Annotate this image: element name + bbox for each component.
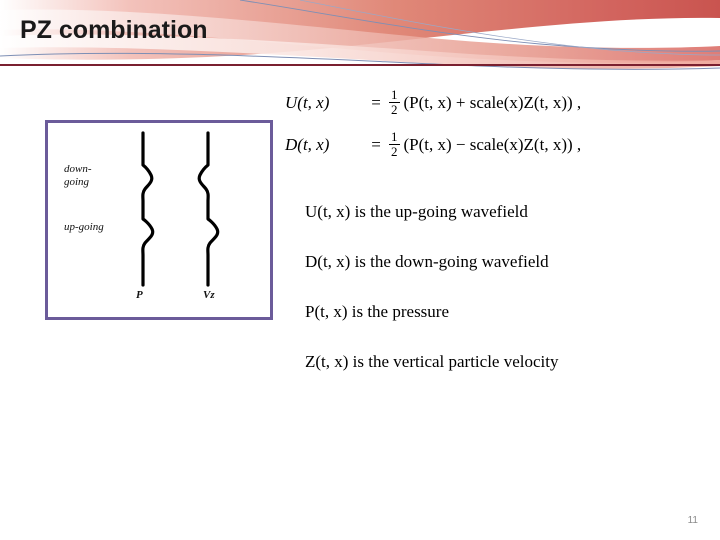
definition-p: P(t, x) is the pressure — [305, 302, 450, 321]
figure-label-down-going-line1: down- — [64, 163, 92, 175]
equation-u-lhs: U(t, x) — [285, 93, 330, 112]
header-banner — [0, 0, 720, 72]
equation-u-rhs: (P(t, x) + scale(x)Z(t, x)) , — [403, 93, 582, 112]
title-divider — [0, 64, 720, 66]
equation-d-relation: = — [371, 135, 381, 154]
figure-label-vz: Vz — [203, 289, 215, 301]
pz-figure — [45, 120, 273, 320]
wavefield-traces-graphic — [48, 123, 270, 317]
equation-block — [285, 82, 705, 166]
equation-d-fraction — [389, 130, 400, 158]
equation-u-fraction — [389, 88, 400, 116]
page-number: 11 — [687, 515, 698, 526]
equation-row-d — [285, 124, 705, 166]
equation-u-fraction-numerator: 1 — [391, 86, 398, 102]
figure-label-down-going — [64, 163, 92, 189]
definition-u: U(t, x) is the up-going wavefield — [305, 202, 528, 221]
equation-u-fraction-denominator: 2 — [391, 101, 398, 117]
equation-d-lhs: D(t, x) — [285, 135, 330, 154]
equation-d-fraction-numerator: 1 — [391, 128, 398, 144]
definition-z: Z(t, x) is the vertical particle velocity — [305, 352, 559, 371]
equation-u-relation: = — [371, 93, 381, 112]
figure-label-p: P — [136, 289, 143, 301]
equation-d-fraction-denominator: 2 — [391, 143, 398, 159]
definition-list — [305, 200, 705, 400]
equation-row-u — [285, 82, 705, 124]
equation-d-rhs: (P(t, x) − scale(x)Z(t, x)) , — [403, 135, 582, 154]
page-title: PZ combination — [20, 16, 208, 44]
figure-label-down-going-line2: going — [64, 176, 90, 188]
definition-d: D(t, x) is the down-going wavefield — [305, 252, 549, 271]
figure-label-up-going: up-going — [64, 221, 104, 233]
